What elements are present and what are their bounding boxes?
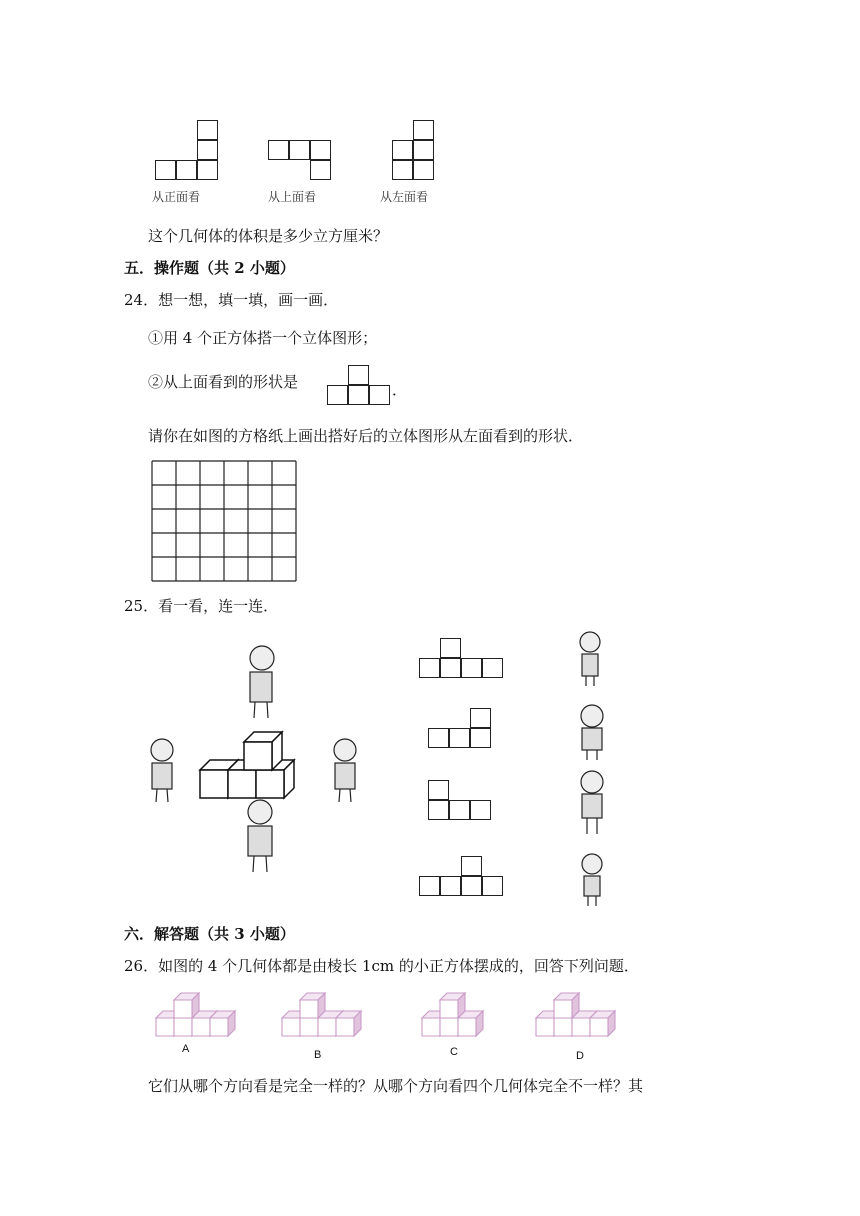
unit-cube: [590, 1011, 615, 1036]
unit-cube: [336, 1011, 361, 1036]
observer-left: [151, 739, 173, 802]
section6-title: 六．解答题（共 3 小题）: [124, 925, 295, 943]
solid-D: [532, 992, 622, 1042]
q24-instruction: 请你在如图的方格纸上画出搭好后的立体图形从左面看到的形状．: [148, 427, 584, 445]
observer-option-4: [582, 854, 602, 906]
q26-question: 它们从哪个方向看是完全一样的？从哪个方向看四个几何体完全不一样？其: [148, 1077, 644, 1095]
solid-B: [278, 992, 373, 1042]
solid-C: [418, 992, 498, 1042]
unit-cube: [300, 993, 325, 1018]
observer-option-2: [581, 705, 603, 760]
observer-options: [568, 628, 618, 908]
observer-option-1: [580, 632, 600, 686]
drawing-grid[interactable]: [151, 460, 297, 582]
unit-cube: [210, 1011, 235, 1036]
solid-D-label: D: [576, 1050, 584, 1062]
cube-arrangement: [200, 732, 294, 798]
front-view-label: 从正面看: [152, 190, 201, 204]
solid-A: [152, 992, 242, 1042]
q24-step2-suffix: ．: [392, 381, 408, 399]
q25-stem: 25．看一看，连一连．: [124, 597, 279, 615]
unit-cube: [174, 993, 199, 1018]
q24-step2-prefix: ②从上面看到的形状是: [148, 373, 299, 391]
observer-right: [334, 739, 356, 802]
unit-cube: [554, 993, 579, 1018]
observer-option-3: [581, 771, 603, 834]
top-view-label: 从上面看: [268, 190, 317, 204]
observers-scene: [140, 630, 340, 880]
section5-title: 五．操作题（共 2 小题）: [124, 259, 295, 277]
solid-A-label: A: [182, 1043, 190, 1055]
q26-stem: 26．如图的 4 个几何体都是由棱长 1cm 的小正方体摆成的，回答下列问题．: [124, 957, 639, 975]
q24-step1: ①用 4 个正方体搭一个立体图形；: [148, 329, 378, 347]
q23-question: 这个几何体的体积是多少立方厘米？: [148, 227, 389, 245]
solid-C-label: C: [450, 1046, 458, 1058]
observer-back: [250, 646, 274, 718]
q24-stem: 24．想一想，填一填，画一画．: [124, 291, 339, 309]
solid-B-label: B: [314, 1049, 322, 1061]
left-view-label: 从左面看: [380, 190, 429, 204]
observer-front: [248, 800, 272, 872]
unit-cube: [440, 993, 465, 1018]
